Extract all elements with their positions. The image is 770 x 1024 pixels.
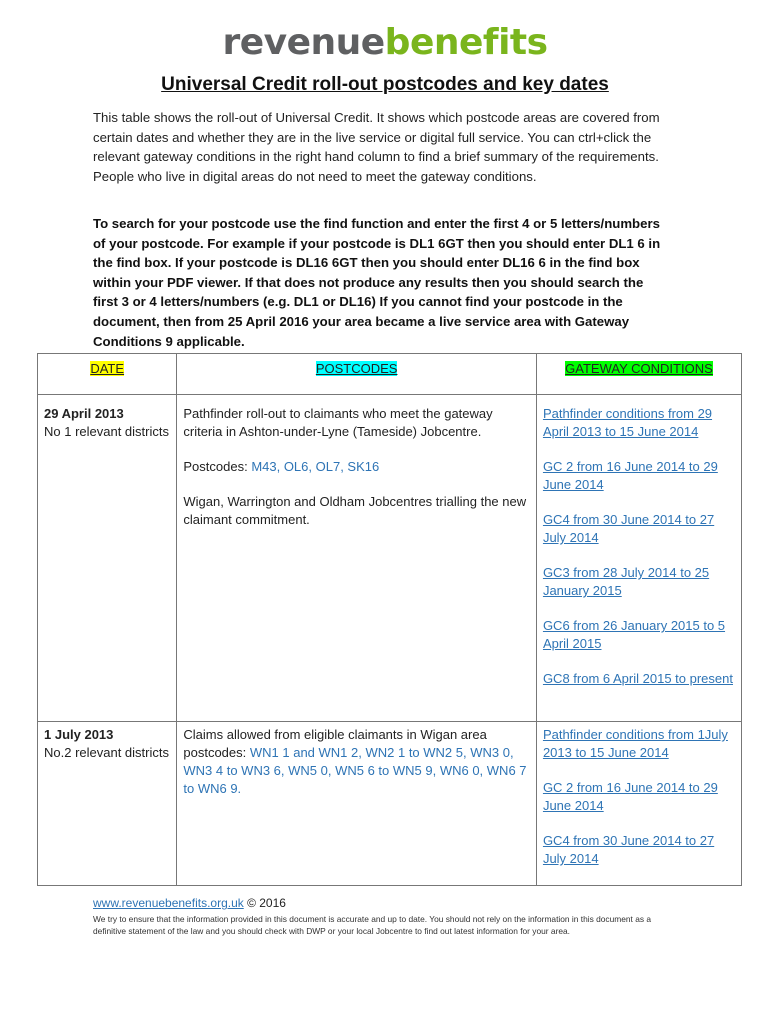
- row-date: 1 July 2013: [44, 727, 114, 742]
- gateway-link-gc2[interactable]: GC 2 from 16 June 2014 to 29 June 2014: [542, 459, 718, 492]
- footer-copyright: © 2016: [243, 896, 286, 910]
- date-cell: [38, 722, 177, 886]
- date-cell: [38, 395, 177, 722]
- postcodes-cell: [177, 722, 537, 886]
- table-row: [38, 722, 742, 886]
- gateway-link-pathfinder[interactable]: Pathfinder conditions from 29 April 2013 to 15 June 2014: [542, 406, 713, 439]
- page-title: Universal Credit roll-out postcodes and key dates: [161, 74, 609, 95]
- revenuebenefits-logo: [0, 22, 770, 63]
- gateway-cell: [536, 722, 741, 886]
- gateway-link-gc6[interactable]: GC6 from 26 January 2015 to 5 April 2015: [542, 618, 726, 651]
- row-districts: No 1 relevant districts: [44, 424, 169, 439]
- row-districts: No.2 relevant districts: [44, 745, 169, 760]
- gateway-link-pathfinder[interactable]: Pathfinder conditions from 1July 2013 to 15 June 2014: [542, 727, 728, 760]
- row-description: [183, 726, 530, 798]
- postcodes-label: Postcodes:: [183, 459, 252, 474]
- gateway-link-gc4[interactable]: GC4 from 30 June 2014 to 27 July 2014: [542, 512, 715, 545]
- search-instructions: To search for your postcode use the find function and enter the first 4 or 5 letters/numbers of your postcode. For example if your postcode is DL1 6GT then you should enter DL1 6 in the find box. If your postcode is DL16 6GT then you should enter DL16 6 in the find box within your PDF viewer. If that does not produce any results then you should search the first 3 or 4 letters/numbers (e.g. DL1 or DL16) If you cannot find your postcode in the document, then from 25 April 2016 your area became a live service area with Gateway Conditions 9 applicable.: [93, 216, 661, 349]
- intro-paragraph: This table shows the roll-out of Universal Credit. It shows which postcode areas are covered from certain dates and whether they are in the live service or digital full service. You can ctrl+click the relevant gateway conditions in the right hand column to find a brief summary of the requirements. People who live in digital areas do not need to meet the gateway conditions.: [93, 110, 660, 184]
- rollout-table: [37, 353, 742, 886]
- gateway-link-gc3[interactable]: GC3 from 28 July 2014 to 25 January 2015: [542, 565, 710, 598]
- gateway-cell: [536, 395, 741, 722]
- header-date: DATE: [90, 361, 125, 376]
- logo-word-benefits: benefits: [384, 22, 548, 63]
- header-postcodes: POSTCODES: [315, 361, 398, 376]
- table-header-row: [38, 354, 742, 395]
- footer-site-line: [93, 896, 683, 910]
- footer-disclaimer: We try to ensure that the information provided in this document is accurate and up to date. You should not rely on the information in this document as a definitive statement of the law and you should check with DWP or your local Jobcentre to find out latest information for your area.: [93, 914, 652, 937]
- gateway-link-gc8[interactable]: GC8 from 6 April 2015 to present: [542, 671, 733, 686]
- table-row: [38, 395, 742, 722]
- header-gateway-cell: [536, 354, 741, 395]
- header-date-cell: [38, 354, 177, 395]
- header-postcodes-cell: [177, 354, 537, 395]
- row-description-2: Wigan, Warrington and Oldham Jobcentres trialling the new claimant commitment.: [183, 494, 527, 527]
- row-date: 29 April 2013: [44, 406, 124, 421]
- row-description-text: Claims allowed from eligible claimants in Wigan area postcodes:: [183, 727, 487, 760]
- header-gateway-conditions: GATEWAY CONDITIONS: [565, 361, 713, 376]
- gateway-link-gc4[interactable]: GC4 from 30 June 2014 to 27 July 2014: [542, 833, 715, 866]
- row-description: Pathfinder roll-out to claimants who meet the gateway criteria in Ashton-under-Lyne (Tameside) Jobcentre.: [183, 406, 493, 439]
- postcodes-list: WN1 1 and WN1 2, WN2 1 to WN2 5, WN3 0, WN3 4 to WN3 6, WN5 0, WN5 6 to WN5 9, WN6 0, WN6 7 to WN6 9.: [183, 745, 527, 796]
- postcodes-cell: [177, 395, 537, 722]
- postcodes-line: [183, 458, 530, 476]
- footer: [93, 896, 683, 938]
- postcodes-list: M43, OL6, OL7, SK16: [251, 459, 380, 474]
- logo-word-revenue: revenue: [222, 22, 385, 63]
- footer-site-link[interactable]: www.revenuebenefits.org.uk: [93, 896, 244, 910]
- gateway-link-gc2[interactable]: GC 2 from 16 June 2014 to 29 June 2014: [542, 780, 718, 813]
